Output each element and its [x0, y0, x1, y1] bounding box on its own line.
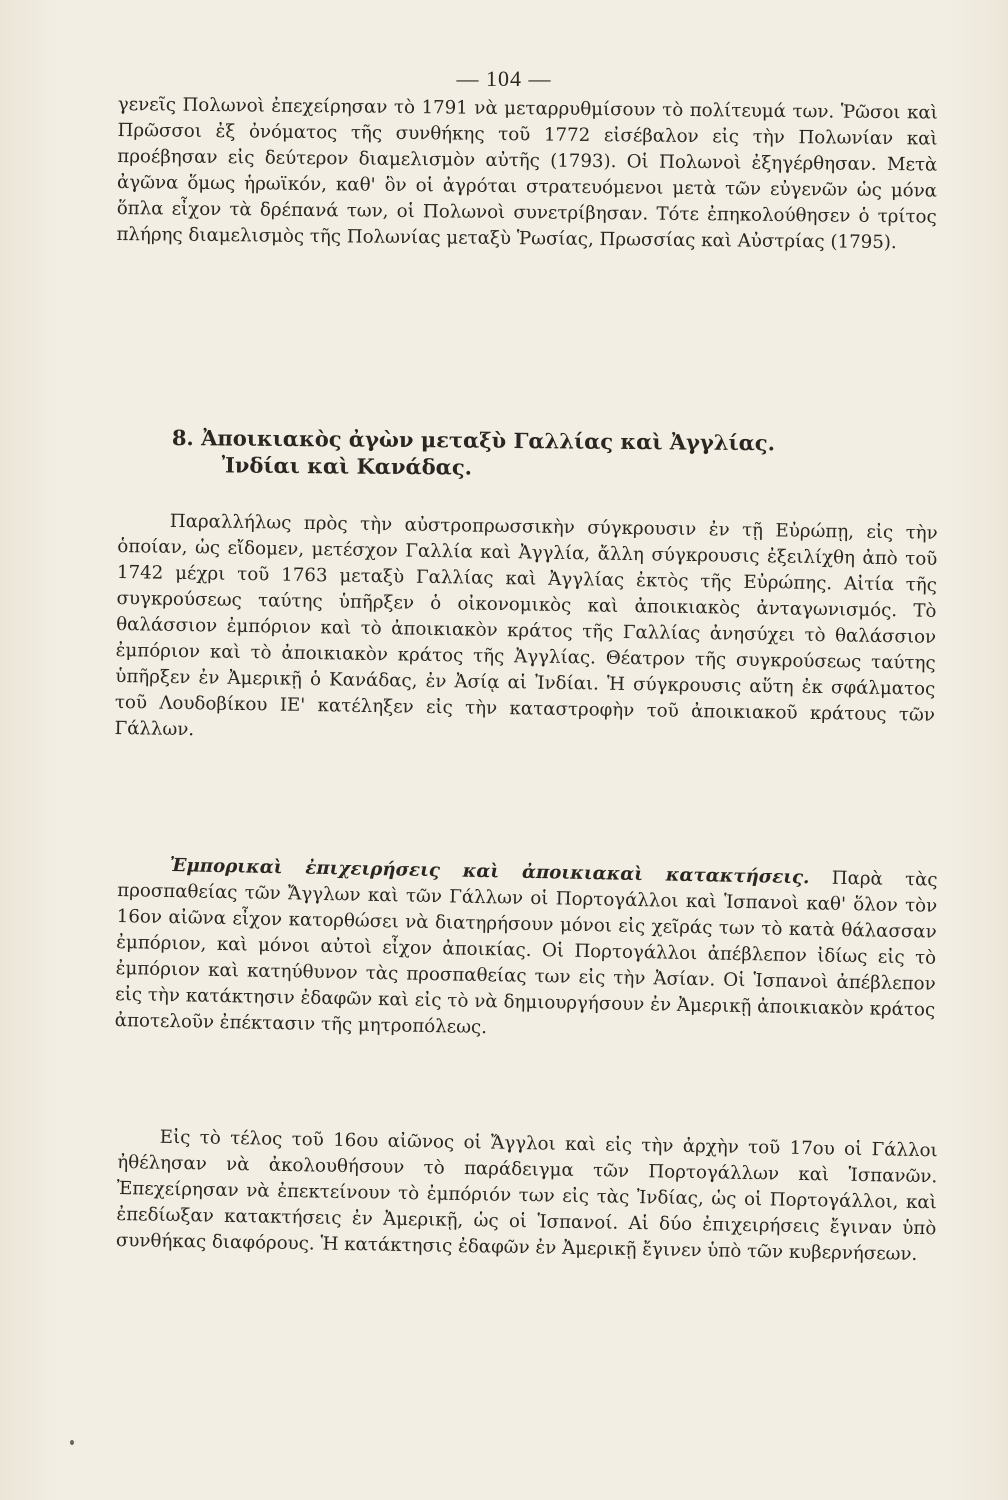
page-number: — 104 — [456, 66, 552, 91]
paragraph-3-heading: Ἐμπορικαὶ ἐπιχειρήσεις καὶ ἀποικιακαὶ κατακτήσεις. [169, 854, 810, 889]
paragraph-4 [116, 1124, 938, 1268]
paragraph-2 [114, 508, 938, 755]
section-title-line-2: Ἰνδίαι καὶ Κανάδας. [221, 452, 473, 480]
paragraph-4-text: Εἰς τὸ τέλος τοῦ 16ου αἰῶνος οἱ Ἄγγλοι καὶ εἰς τὴν ἀρχὴν τοῦ 17ου οἱ Γάλλοι ἠθέλησαν νὰ ἀκολουθήσουν τὸ παράδειγμα τῶν Πορτογάλλων καὶ Ἱσπανῶν. Ἐπεχείρησαν νὰ ἐπεκτείνουν τὸ ἐμπόριόν των εἰς τὰς Ἰνδίας, ὡς οἱ Πορτογάλλοι, καὶ ἐπεδίωξαν κατακτήσεις ἐν Ἀμερικῇ, ὡς οἱ Ἱσπανοί. Αἱ δύο ἐπιχειρήσεις ἔγιναν ὑπὸ συνθήκας διαφόρους. Ἡ κατάκτησις ἐδαφῶν ἐν Ἀμερικῇ ἔγινεν ὑπὸ τῶν κυβερνήσεων. [115, 1126, 938, 1265]
paragraph-1-text: γενεῖς Πολωνοὶ ἐπεχείρησαν τὸ 1791 νὰ μεταρρυθμίσουν τὸ πολίτευμά των. Ῥῶσοι καὶ Πρῶσσοι ἐξ ὀνόματος τῆς συνθήκης τοῦ 1772 εἰσέβαλον εἰς τὴν Πολωνίαν καὶ προέβησαν εἰς δεύτερον διαμελισμὸν αὐτῆς (1793). Οἱ Πολωνοὶ ἐξηγέρθησαν. Μετὰ ἀγῶνα ὅμως ἡρωϊκόν, καθ' ὃν οἱ ἀγρόται στρατευόμενοι μετὰ τῶν εὐγενῶν ὡς μόνα ὅπλα εἶχον τὰ δρέπανά των, οἱ Πολωνοὶ συνετρίβησαν. Τότε ἐπηκολούθησεν ὁ τρίτος πλήρης διαμελισμὸς τῆς Πολωνίας μεταξὺ Ῥωσίας, Πρωσσίας καὶ Αὐστρίας (1795). [116, 93, 938, 254]
paragraph-3-body [115, 852, 938, 1050]
paragraph-3 [115, 852, 938, 1050]
section-heading [172, 424, 932, 485]
section-number: 8. [171, 424, 194, 451]
paragraph-1 [116, 92, 938, 257]
paragraph-3-text: Παρὰ τὰς προσπαθείας τῶν Ἄγγλων καὶ τῶν Γάλλων οἱ Πορτογάλλοι καὶ Ἱσπανοὶ καθ' ὅλον τὸν 16ον αἰῶνα εἶχον κατορθώσει νὰ διατηρήσουν μόνοι εἰς χεῖράς των τὸ κατὰ θάλασσαν ἐμπόριον, καὶ μόνοι αὐτοὶ εἶχον ἀποικίας. Οἱ Πορτογάλλοι ἀπέβλεπον ἰδίως εἰς τὸ ἐμπόριον καὶ κατηύθυνον τὰς προσπαθείας των εἰς τὴν Ἀσίαν. Οἱ Ἱσπανοὶ ἀπέβλεπον εἰς τὴν κατάκτησιν ἐδαφῶν καὶ εἰς τὸ νὰ δημιουργήσουν ἐν Ἀμερικῇ ἀποικιακὸν κράτος ἀποτελοῦν ἐπέκτασιν τῆς μητροπόλεως. [114, 867, 938, 1039]
paragraph-2-text: Παραλλήλως πρὸς τὴν αὐστροπρωσσικὴν σύγκρουσιν ἐν τῇ Εὐρώπῃ, εἰς τὴν ὁποίαν, ὡς εἴδομεν, μετέσχον Γαλλία καὶ Ἀγγλία, ἄλλη σύγκρουσις ἐξειλίχθη ἀπὸ τοῦ 1742 μέχρι τοῦ 1763 μεταξὺ Γαλλίας καὶ Ἀγγλίας ἐκτὸς τῆς Εὐρώπης. Αἰτία τῆς συγκρούσεως ταύτης ὑπῆρξεν ὁ οἰκονομικὸς καὶ ἀποικιακὸς ἀνταγωνισμός. Τὸ θαλάσσιον ἐμπόριον καὶ τὸ ἀποικιακὸν κράτος τῆς Γαλλίας ἀνησύχει τὸ θαλάσσιον ἐμπόριον καὶ τὸ ἀποικιακὸν κράτος τῆς Ἀγγλίας. Θέατρον τῆς συγκρούσεως ταύτης ὑπῆρξεν ἐν Ἀμερικῇ ὁ Κανάδας, ἐν Ἀσίᾳ αἱ Ἰνδίαι. Ἡ σύγκρουσις αὕτη ἐκ σφάλματος τοῦ Λουδοβίκου ΙΕ' κατέληξεν εἰς τὴν καταστροφὴν τοῦ ἀποικιακοῦ κράτους τῶν Γάλλων. [114, 510, 938, 741]
section-title-line-1: Ἀποικιακὸς ἀγὼν μεταξὺ Γαλλίας καὶ Ἀγγλίας. [201, 425, 776, 456]
ink-speck [70, 1440, 74, 1445]
